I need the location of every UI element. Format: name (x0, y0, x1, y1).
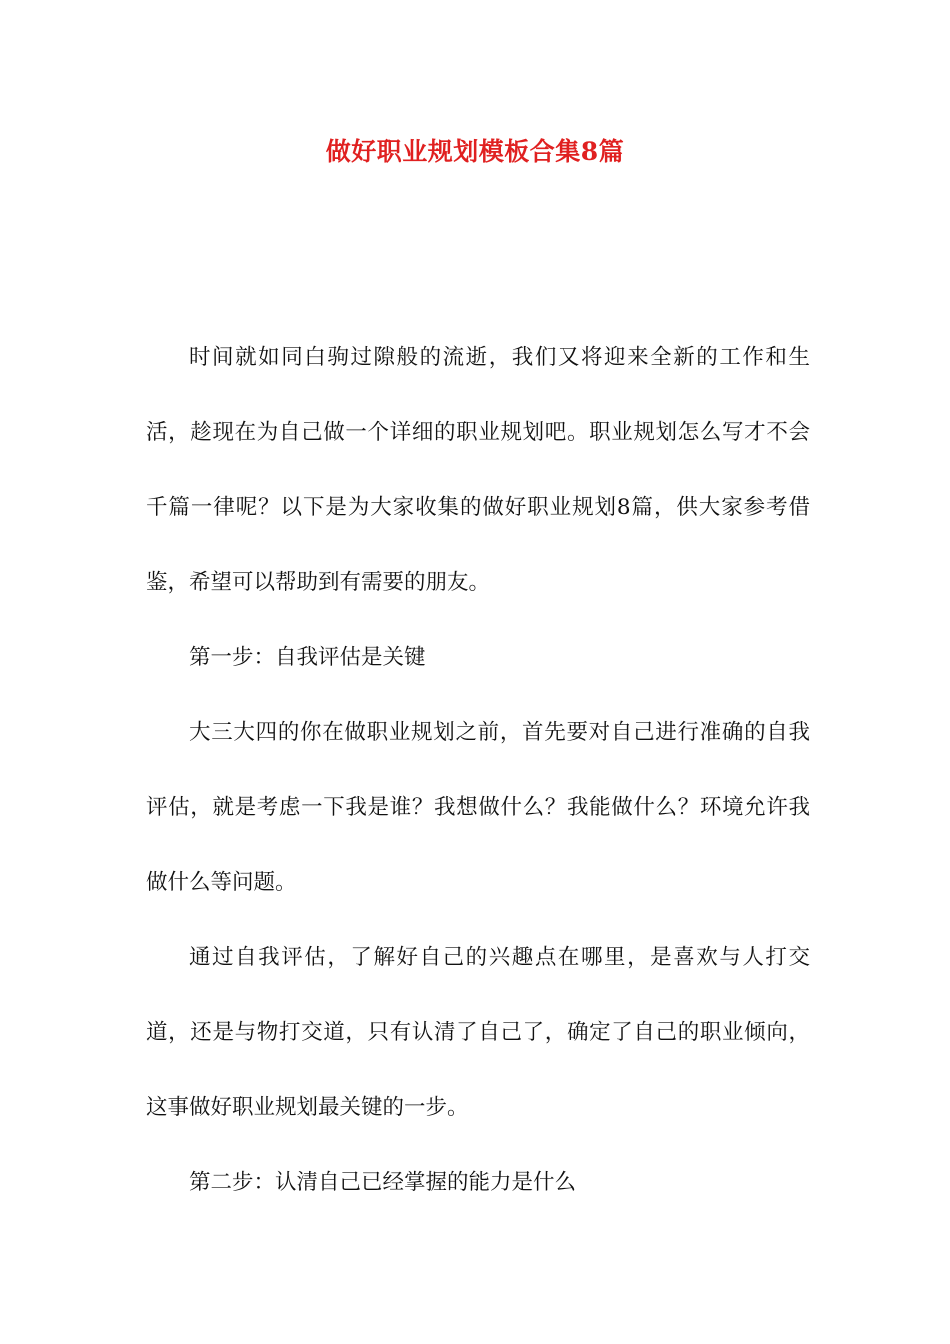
intro-paragraph: 时间就如同白驹过隙般的流逝，我们又将迎来全新的工作和生活，趁现在为自己做一个详细的职业规划吧。职业规划怎么写才不会千篇一律呢？以下是为大家收集的做好职业规划8篇，供大家参考借鉴，希望可以帮助到有需要的朋友。 (146, 345, 810, 595)
document-body (146, 320, 810, 1220)
step-one-paragraph-2: 通过自我评估，了解好自己的兴趣点在哪里，是喜欢与人打交道，还是与物打交道，只有认清了自己了，确定了自己的职业倾向，这事做好职业规划最关键的一步。 (146, 945, 810, 1120)
step-one-paragraph-1: 大三大四的你在做职业规划之前，首先要对自己进行准确的自我评估，就是考虑一下我是谁？我想做什么？我能做什么？环境允许我做什么等问题。 (146, 720, 810, 895)
step-two-heading: 第二步：认清自己已经掌握的能力是什么 (189, 1170, 577, 1195)
document-title: 做好职业规划模板合集8篇 (325, 137, 625, 166)
step-one-heading: 第一步：自我评估是关键 (189, 645, 426, 670)
